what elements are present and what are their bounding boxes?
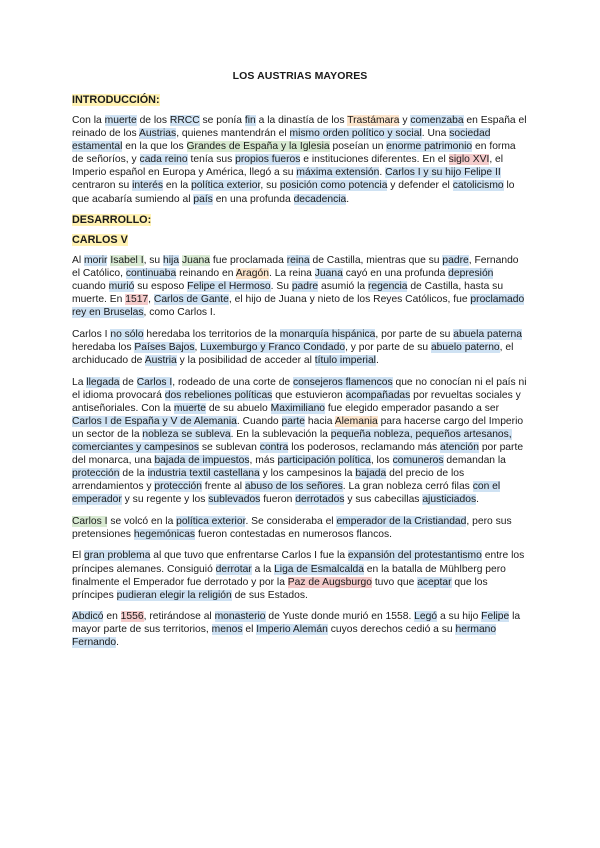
highlighted-term: decadencia	[293, 193, 347, 205]
development-heading-text: DESARROLLO:	[72, 214, 152, 227]
text-run: tenía sus	[187, 154, 236, 166]
highlighted-term: comenzaba	[410, 115, 464, 126]
text-run: a la dinastía de los	[255, 115, 348, 126]
text-run: entre los príncipes alemanes. Consiguió	[72, 550, 525, 575]
highlighted-term: Felipe el Hermoso	[187, 281, 271, 293]
text-run: del precio de los arrendamientos y	[72, 468, 465, 493]
text-run: y su regente y los	[121, 494, 209, 506]
highlighted-term: industria textil castellana	[147, 468, 260, 480]
highlighted-term: regencia	[367, 281, 408, 293]
text-run: de sus Estados.	[231, 589, 308, 601]
text-run: , rodeado de una corte de	[172, 376, 294, 388]
highlighted-term: Carlos I y su hijo Felipe II	[385, 167, 501, 179]
text-run: . La gran nobleza cerró filas	[342, 481, 473, 493]
paragraph	[72, 376, 528, 507]
highlighted-term: pudieran elegir la religión	[116, 589, 232, 601]
highlighted-term: emperador de la Cristiandad	[336, 515, 467, 527]
highlighted-term: Juana	[181, 255, 210, 267]
text-run: fue proclamada	[210, 255, 287, 267]
highlighted-term: muerte	[104, 115, 137, 126]
text-run: .	[375, 355, 379, 367]
highlighted-term: expansión del protestantismo	[347, 550, 482, 562]
text-run: e instituciones diferentes. En el	[300, 154, 449, 166]
text-run: y los campesinos la	[259, 468, 356, 480]
text-run: de	[119, 376, 137, 388]
text-run: , por parte de su	[375, 328, 454, 340]
paragraph	[72, 114, 528, 206]
highlighted-term: monasterio	[214, 611, 266, 623]
highlighted-term: reina	[286, 255, 310, 267]
text-run: . La reina	[268, 268, 315, 280]
highlighted-term: Imperio Alemán	[256, 624, 328, 636]
text-run: , su	[143, 255, 164, 267]
highlighted-term: protección	[72, 468, 120, 480]
highlighted-term: acompañadas	[345, 389, 411, 401]
text-run: , su	[260, 180, 280, 192]
highlighted-term: siglo XVI	[448, 154, 490, 166]
highlighted-term: morir	[84, 255, 108, 267]
highlighted-term: Felipe	[481, 611, 510, 623]
text-run: se sublevan	[199, 442, 260, 454]
highlighted-term: máxima extensión	[296, 167, 380, 179]
text-run: y	[399, 115, 411, 126]
text-run: . Una	[421, 128, 450, 140]
text-run: , quienes mantendrán el	[176, 128, 290, 140]
text-run: Carlos I	[72, 328, 111, 340]
highlighted-term: Austria	[144, 355, 177, 367]
text-run: , más	[249, 455, 278, 467]
text-run: en la	[163, 180, 192, 192]
text-run: que estuvieron	[272, 389, 346, 401]
highlighted-term: Abdicó	[72, 611, 104, 623]
highlighted-term: sublevados	[208, 494, 261, 506]
text-run: poseían un	[329, 141, 387, 153]
highlighted-term: cada reino	[139, 154, 188, 166]
highlighted-term: Trastámara	[347, 115, 400, 126]
text-run: de la	[119, 468, 148, 480]
highlighted-term: Carlos I de España y V de Alemania	[72, 415, 237, 427]
highlighted-term: Países Bajos	[134, 342, 195, 353]
text-run: de los	[136, 115, 170, 126]
text-run: , retirándose al	[143, 611, 215, 623]
highlighted-term: propios fueros	[235, 154, 301, 166]
text-run: , Fernando el Católico,	[72, 255, 519, 280]
text-run: a la	[251, 563, 275, 575]
highlighted-term: atención	[440, 442, 479, 454]
highlighted-term: hija	[163, 255, 180, 267]
text-run: la mayor parte de sus territorios,	[72, 611, 521, 636]
highlighted-term: Aragón	[235, 268, 269, 280]
text-run: se ponía	[199, 115, 245, 126]
highlighted-term: gran problema	[84, 550, 151, 562]
text-run: lo que acabaría sumiendo al	[72, 180, 515, 205]
text-run: de Castilla, hasta su muerte. En	[72, 281, 504, 306]
highlighted-term: dos rebeliones políticas	[164, 389, 273, 401]
highlighted-term: bajada de impuestos	[154, 455, 250, 467]
highlighted-term: Carlos I	[136, 376, 173, 388]
highlighted-term: catolicismo	[452, 180, 504, 192]
text-run: al que tuvo que enfrentarse Carlos I fue la	[150, 550, 348, 562]
text-run: , pero sus pretensiones	[72, 515, 512, 540]
text-run: cayó en una profunda	[342, 268, 449, 280]
highlighted-term: contra	[259, 442, 289, 454]
text-run: en la que los	[122, 141, 187, 153]
highlighted-term: ajusticiados	[422, 494, 477, 506]
text-run: su esposo	[134, 281, 188, 293]
highlighted-term: derrotar	[215, 563, 252, 575]
text-run: de Yuste donde murió en 1558.	[265, 611, 415, 623]
text-run: ,	[148, 294, 154, 306]
text-run: . Se consideraba el	[245, 515, 337, 527]
highlighted-term: Carlos de Gante	[153, 294, 229, 306]
text-run: que los príncipes	[72, 576, 488, 601]
highlighted-term: Austrias	[138, 128, 177, 140]
text-run: y la posibilidad de acceder al	[176, 355, 315, 367]
text-run: fueron	[260, 494, 296, 506]
highlighted-term: participación política	[277, 455, 371, 467]
text-run: demandan la	[443, 455, 506, 467]
highlighted-term: abuela paterna	[453, 328, 522, 340]
text-run: . En la sublevación la	[230, 428, 331, 440]
highlighted-term: derrotados	[295, 494, 345, 506]
text-run: centraron su	[72, 180, 133, 192]
highlighted-term: título imperial	[314, 355, 376, 367]
highlighted-term: Maximiliano	[270, 402, 326, 414]
text-run: fue elegido emperador pasando a ser	[325, 402, 500, 414]
highlighted-term: abuelo paterno	[430, 342, 500, 353]
highlighted-term: Paz de Augsburgo	[287, 576, 372, 588]
highlighted-term: protección	[154, 481, 202, 493]
highlighted-term: Grandes de España y la Iglesia	[186, 141, 330, 153]
highlighted-term: fin	[244, 115, 256, 126]
text-run: Con la	[72, 115, 105, 126]
text-run: . Su	[270, 281, 292, 293]
text-run: El	[72, 550, 85, 562]
text-run: .	[116, 637, 119, 649]
text-run: cuyos derechos cedió a su	[327, 624, 456, 636]
development-heading	[72, 214, 528, 226]
highlighted-term: padre	[442, 255, 469, 267]
text-run: ,	[194, 342, 201, 353]
intro-heading-text: INTRODUCCIÓN:	[72, 94, 160, 106]
highlighted-term: parte	[281, 415, 305, 427]
text-run: frente al	[201, 481, 245, 493]
text-run: de su abuelo	[205, 402, 271, 414]
highlighted-term: mismo orden político y social	[289, 128, 422, 140]
text-run: . Cuando	[236, 415, 282, 427]
text-run: para hacerse cargo del Imperio un sector de la	[72, 415, 524, 440]
highlighted-term: no sólo	[110, 328, 144, 340]
highlighted-term: proclamado rey en Bruselas	[72, 294, 525, 319]
highlighted-term: Luxemburgo y Franco Condado	[200, 342, 346, 353]
highlighted-term: padre	[291, 281, 319, 293]
highlighted-term: Carlos I	[72, 515, 108, 527]
intro-heading	[72, 94, 528, 106]
text-run: .	[379, 167, 386, 179]
text-run: asumió la	[318, 281, 368, 293]
highlighted-term: murió	[108, 281, 135, 293]
paragraph	[72, 610, 528, 649]
text-run: en	[103, 611, 121, 623]
highlighted-term: Isabel I	[110, 255, 144, 267]
text-run: heredaba los	[72, 342, 135, 353]
text-run: en una profunda	[212, 193, 294, 205]
text-run: en forma de señoríos, y	[72, 141, 516, 166]
highlighted-term: Juana	[314, 268, 343, 280]
text-run: fueron contestadas en numerosos flancos.	[195, 529, 392, 540]
highlighted-term: Legó	[414, 611, 438, 623]
text-run: .	[346, 193, 350, 205]
highlighted-term: llegada	[86, 376, 120, 388]
text-run: La	[72, 376, 87, 388]
text-run: el	[242, 624, 257, 636]
highlighted-term: 1517	[125, 294, 149, 306]
section-heading-text: CARLOS V	[72, 234, 128, 247]
highlighted-term: sociedad estamental	[72, 128, 491, 153]
paragraph	[72, 328, 528, 367]
text-run: por parte del monarca, una	[72, 442, 524, 467]
highlighted-term: consejeros flamencos	[293, 376, 393, 388]
text-run: , el archiducado de	[72, 342, 514, 367]
text-run: se volcó en la	[107, 515, 177, 527]
text-run: cuando	[72, 281, 109, 293]
text-run: por revueltas sociales y antiseñoriales. Con la	[72, 389, 521, 414]
text-run: Al	[72, 255, 85, 267]
paragraph	[72, 254, 528, 319]
highlighted-term: país	[193, 193, 213, 205]
highlighted-term: pequeña nobleza, pequeños artesanos, comerciantes y campesinos	[72, 428, 512, 454]
text-run: , los	[370, 455, 393, 467]
highlighted-term: monarquía hispánica	[279, 328, 376, 340]
highlighted-term: depresión	[448, 268, 494, 280]
highlighted-term: bajada	[355, 468, 387, 480]
text-run: , el Imperio español en Europa y América, llegó a su	[72, 154, 504, 179]
highlighted-term: continuaba	[125, 268, 177, 280]
highlighted-term: nobleza se subleva	[142, 428, 231, 440]
section-heading	[72, 234, 528, 246]
text-run: , como Carlos I.	[143, 307, 216, 319]
text-run: a su hijo	[437, 611, 482, 623]
highlighted-term: posición como potencia	[279, 180, 388, 192]
text-run: y sus cabecillas	[344, 494, 423, 506]
highlighted-term: política exterior	[176, 515, 246, 527]
paragraph	[72, 515, 528, 541]
text-run: reinando en	[176, 268, 236, 280]
highlighted-term: interés	[132, 180, 164, 192]
highlighted-term: Liga de Esmalcalda	[274, 563, 364, 575]
highlighted-term: 1556	[120, 611, 144, 623]
text-run: en la batalla de Mühlberg pero finalmente el Emperador fue derrotado y por la	[72, 563, 506, 588]
text-run: los poderosos, reclamando más	[288, 442, 441, 454]
document-title: LOS AUSTRIAS MAYORES	[232, 70, 368, 82]
text-run: hacia	[305, 415, 335, 427]
text-run: que no conocían ni el país ni el idioma provocará	[72, 376, 527, 401]
text-run: en España el reinado de los	[72, 115, 527, 140]
text-run: tuvo que	[371, 576, 418, 588]
highlighted-term: aceptar	[417, 576, 452, 588]
text-run: , y por parte de su	[345, 342, 431, 353]
highlighted-term: Alemania	[334, 415, 378, 427]
highlighted-term: política exterior	[191, 180, 261, 192]
highlighted-term: hegemónicas	[133, 529, 196, 540]
paragraph	[72, 549, 528, 601]
highlighted-term: muerte	[173, 402, 206, 414]
highlighted-term: hermano Fernando	[72, 624, 497, 649]
text-run: , el hijo de Juana y nieto de los Reyes Católicos, fue	[228, 294, 471, 306]
highlighted-term: con el emperador	[72, 481, 501, 506]
text-run: .	[476, 494, 480, 506]
highlighted-term: comuneros	[392, 455, 444, 467]
highlighted-term: abuso de los señores	[244, 481, 343, 493]
highlighted-term: RRCC	[169, 115, 200, 126]
highlighted-term: menos	[211, 624, 243, 636]
text-run: de Castilla, mientras que su	[309, 255, 443, 267]
text-run: y defender el	[387, 180, 453, 192]
text-run: heredaba los territorios de la	[143, 328, 280, 340]
highlighted-term: enorme patrimonio	[386, 141, 473, 153]
